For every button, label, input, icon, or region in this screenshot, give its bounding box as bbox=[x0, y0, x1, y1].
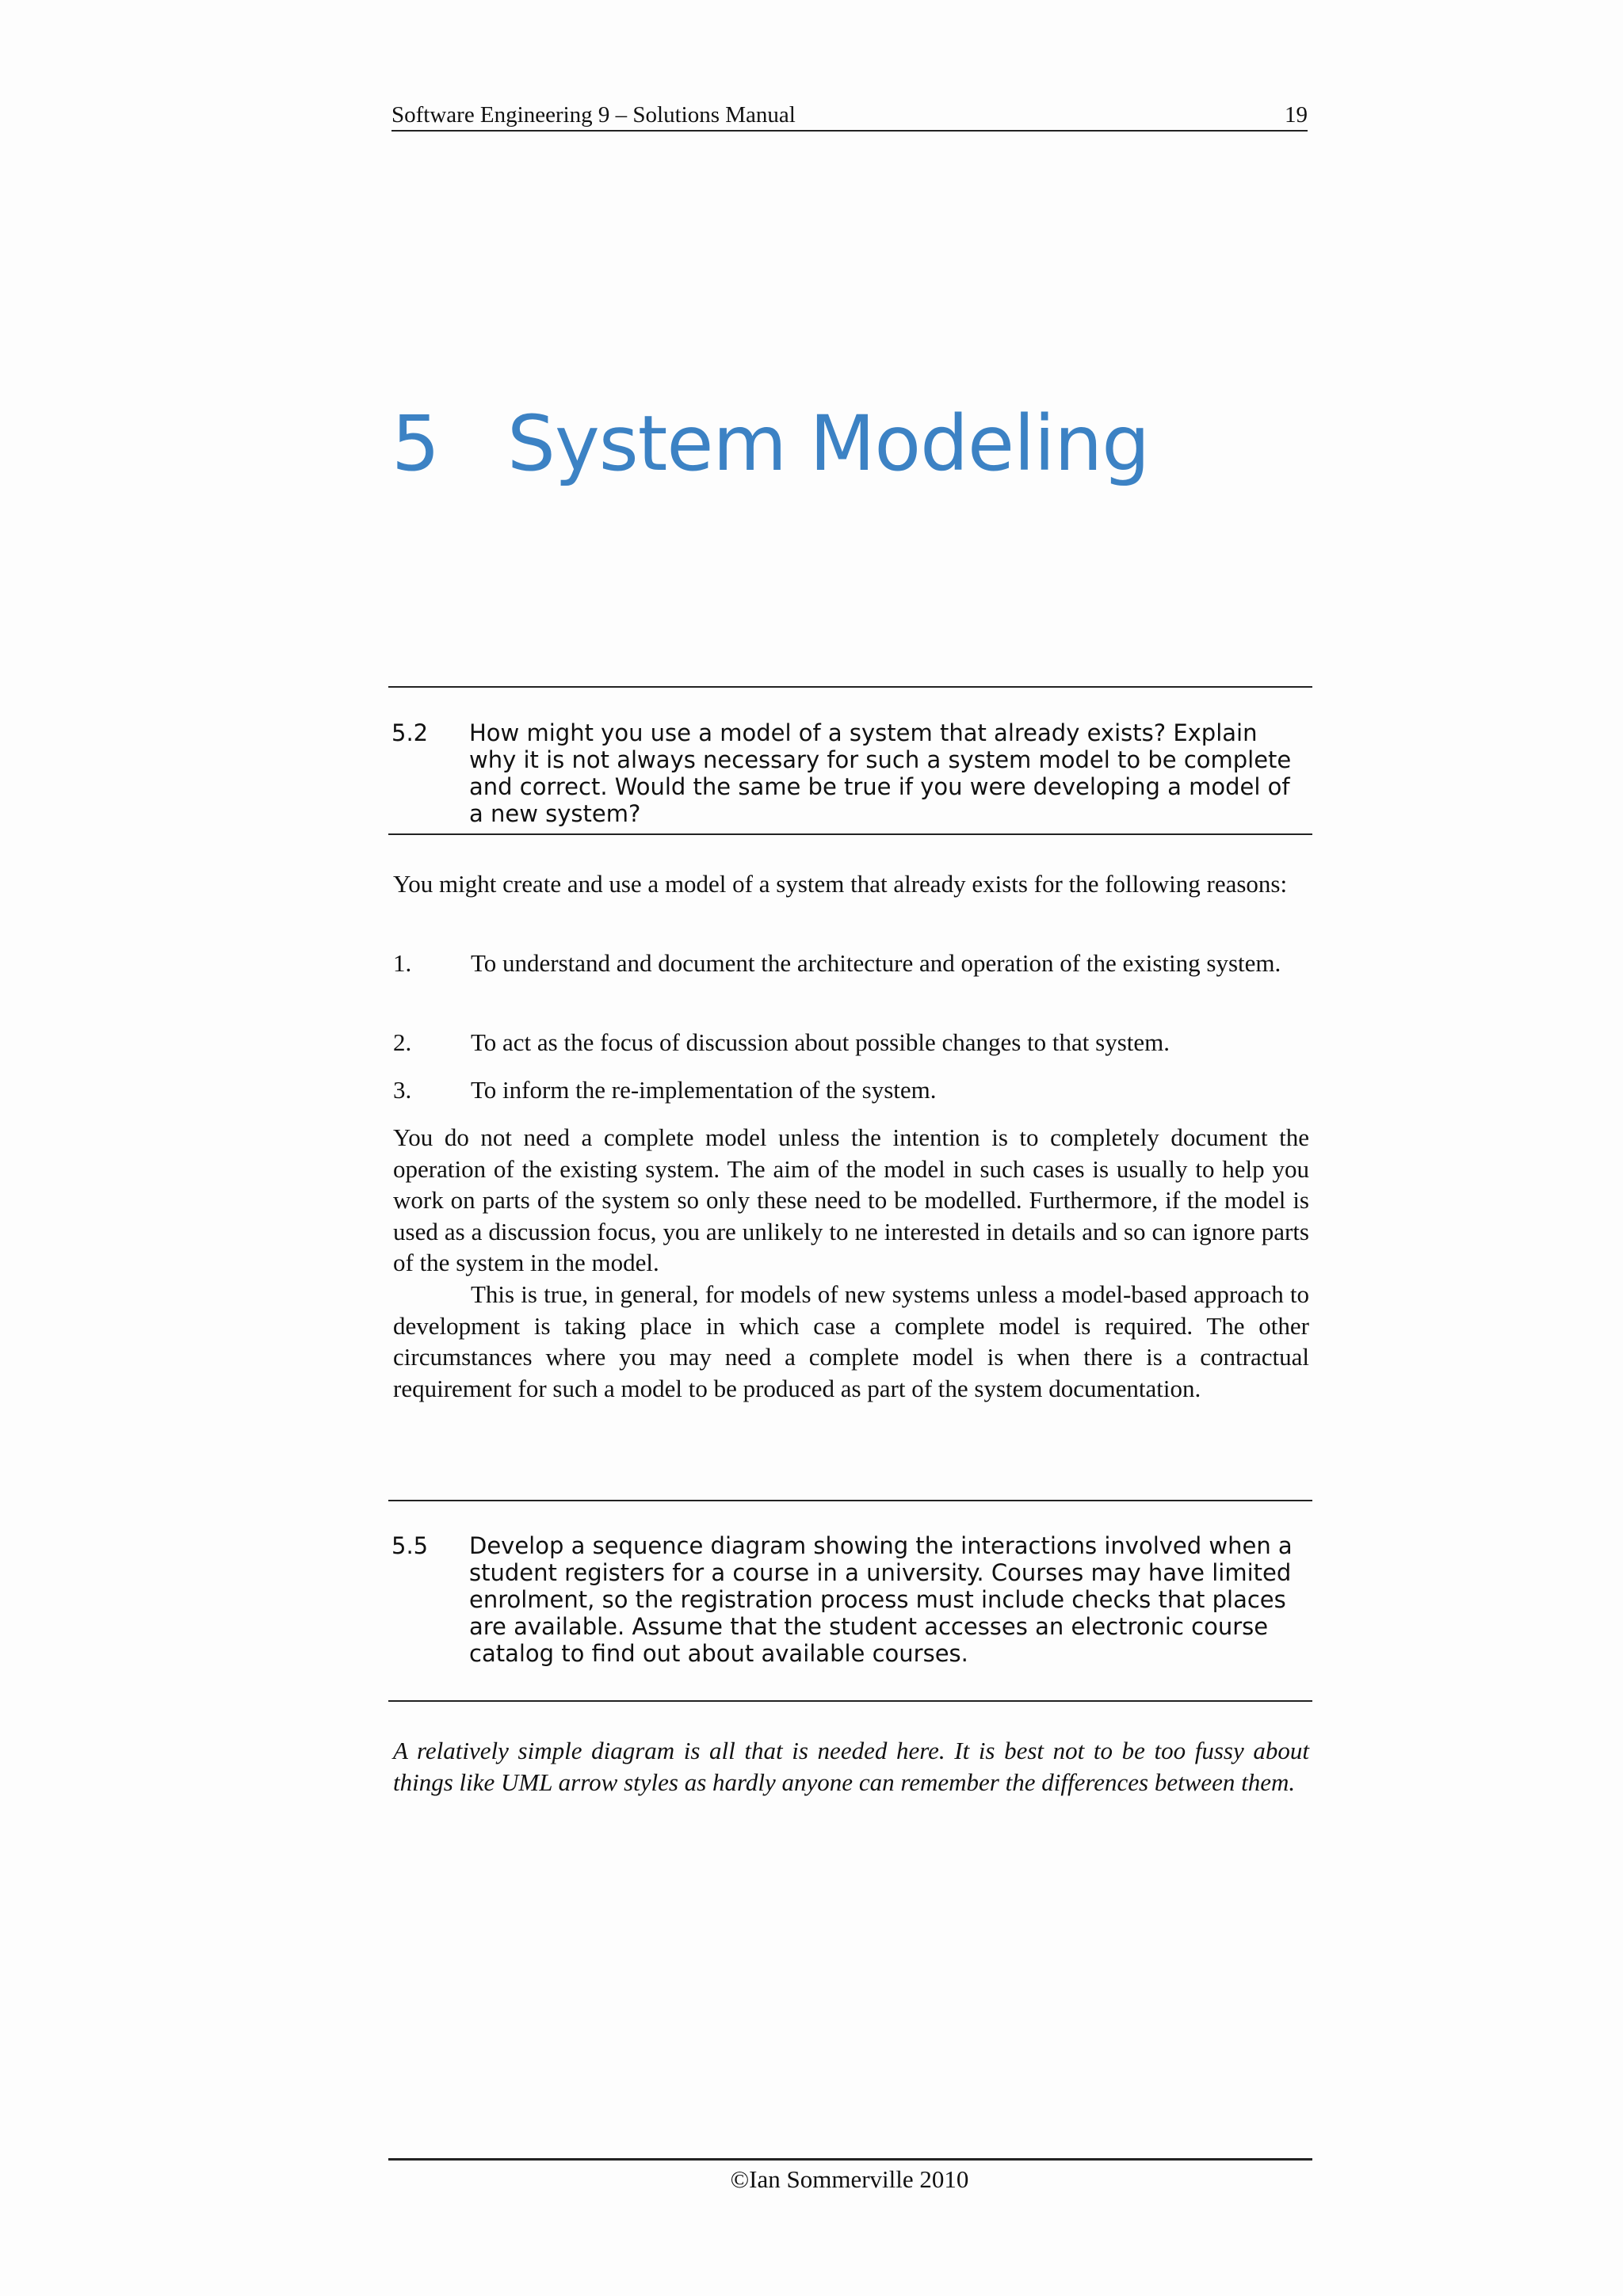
question-text: How might you use a model of a system that already exists? Explain why it is not always necessary for such a system model to be complete and correct. Would the same be true if you were developing a model of a new system? bbox=[469, 719, 1292, 827]
list-number: 3. bbox=[393, 1076, 412, 1104]
answer-note: A relatively simple diagram is all that is needed here. It is best not to be too fussy about things like UML arrow styles as hardly anyone can remember the differences between them. bbox=[393, 1737, 1309, 1796]
footer-copyright: ©Ian Sommerville 2010 bbox=[730, 2165, 969, 2193]
question-5-5 bbox=[391, 1532, 1311, 1667]
list-item bbox=[393, 948, 1309, 979]
running-header bbox=[391, 95, 1308, 132]
question-top-rule bbox=[388, 1500, 1312, 1501]
question-top-rule bbox=[388, 686, 1312, 688]
header-title: Software Engineering 9 – Solutions Manual bbox=[391, 102, 796, 128]
question-5-2 bbox=[391, 719, 1311, 827]
answer-intro: You might create and use a model of a system that already exists for the following reasons: bbox=[393, 870, 1288, 898]
question-bottom-rule bbox=[388, 1700, 1312, 1702]
list-text: To inform the re-implementation of the system. bbox=[471, 1076, 937, 1104]
list-number: 1. bbox=[393, 949, 412, 977]
answer-paragraph: You do not need a complete model unless the intention is to completely document the operation of the existing system. The aim of the model in such cases is usually to help you work on parts of the system so only these need to be modelled. Furthermore, if the model is used as a discussion focus, you are unlikely to ne interested in details and so can ignore parts of the system in the model. bbox=[393, 1123, 1309, 1276]
chapter-number: 5 bbox=[391, 399, 440, 488]
answer-paragraph: This is true, in general, for models of new systems unless a model-based approach to development is taking place in which case a complete model is required. The other circumstances where you may need a complete model is when there is a contractual requirement for such a model to be produced as part of the system documentation. bbox=[393, 1280, 1309, 1402]
list-item bbox=[393, 1074, 1309, 1106]
list-item bbox=[393, 1027, 1309, 1058]
list-number: 2. bbox=[393, 1028, 412, 1056]
question-number: 5.5 bbox=[391, 1532, 429, 1559]
question-text: Develop a sequence diagram showing the interactions involved when a student registers for a course in a university. Courses may have limited enrolment, so the registration process must include checks that places are available. Assume that the student accesses an electronic course catalog to find out about available courses. bbox=[469, 1532, 1293, 1667]
chapter-title: System Modeling bbox=[507, 399, 1150, 488]
page-number: 19 bbox=[1285, 102, 1308, 128]
list-text: To act as the focus of discussion about possible changes to that system. bbox=[471, 1028, 1170, 1056]
chapter-heading bbox=[391, 396, 1149, 491]
question-number: 5.2 bbox=[391, 719, 429, 746]
list-text: To understand and document the architecture and operation of the existing system. bbox=[471, 949, 1281, 977]
question-bottom-rule bbox=[388, 833, 1312, 835]
footer-rule bbox=[388, 2158, 1312, 2161]
